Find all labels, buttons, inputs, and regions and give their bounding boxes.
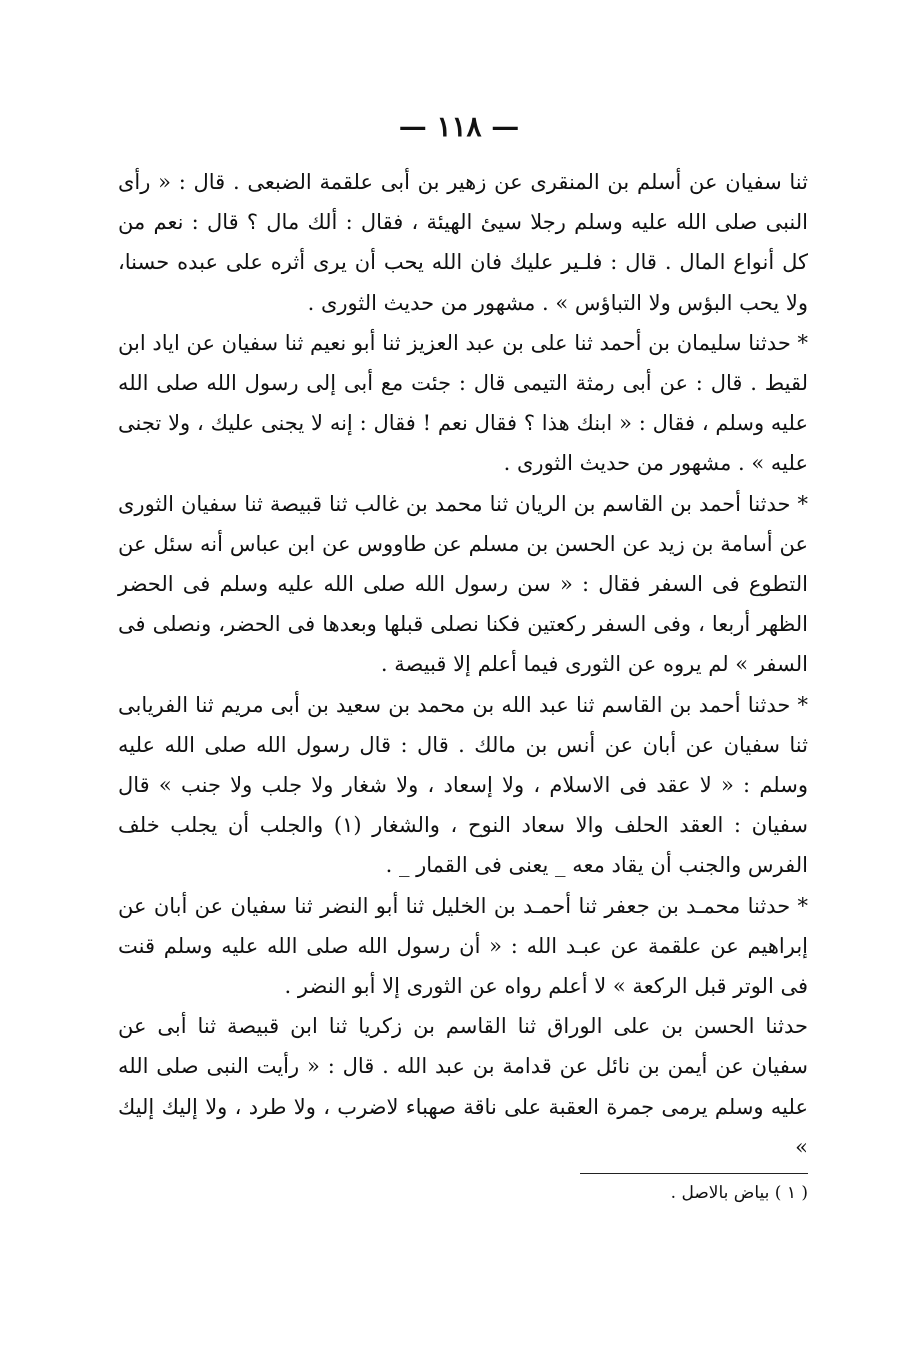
paragraph-4: * حدثنا أحمد بن القاسم ثنا عبد الله بن محمد بن سعيد بن أبى مريم ثنا الفريابى ثنا سفيان عن أبان عن أنس بن مالك . قال : قال رسول الله صلى الله عليه وسلم : « لا عقد فى الاسلام ، ولا إسعاد ، ولا شغار ولا جلب ولا جنب » قال سفيان : العقد الحلف والا سعاد النوح ، والشغار (١) والجلب أن يجلب خلف الفرس والجنب أن يقاد معه _ يعنى فى القمار _ . [118,692,808,878]
main-text [118,162,808,1167]
paragraph-2: * حدثنا سليمان بن أحمد ثنا على بن عبد العزيز ثنا أبو نعيم ثنا سفيان عن اياد ابن لقيط . قال : عن أبى رمثة التيمى قال : جئت مع أبى إلى رسول الله صلى الله عليه وسلم ، فقال : « ابنك هذا ؟ فقال نعم ! فقال : إنه لا يجنى عليك ، ولا تجنى عليه » . مشهور من حديث الثورى . [118,330,808,476]
paragraph-1: ثنا سفيان عن أسلم بن المنقرى عن زهير بن أبى علقمة الضبعى . قال : « رأى النبى صلى الله عليه وسلم رجلا سيئ الهيئة ، فقال : ألك مال ؟ قال : نعم من كل أنواع المال . قال : فلـير عليك فان الله يحب أن يرى أثره على عبده حسنا، ولا يحب البؤس ولا التباؤس » . مشهور من حديث الثورى . [118,170,808,315]
paragraph-5: * حدثنا محمـد بن جعفر ثنا أحمـد بن الخليل ثنا أبو النضر ثنا سفيان عن أبان عن إبراهيم عن علقمة عن عبـد الله : « أن رسول الله صلى الله عليه وسلم قنت فى الوتر قبل الركعة » لا أعلم رواه عن الثورى إلا أبو النضر . [118,893,808,999]
footnote: ( ١ ) بياض بالاصل . [670,1183,808,1203]
paragraph-6: حدثنا الحسن بن على الوراق ثنا القاسم بن زكريا ثنا ابن قبيصة ثنا أبى عن سفيان عن أيمن بن نائل عن قدامة بن عبد الله . قال : « رأيت النبى صلى الله عليه وسلم يرمى جمرة العقبة على ناقة صهباء لاضرب ، ولا طرد ، ولا إليك إليك » [118,1014,808,1159]
footnote-divider [580,1173,808,1174]
paragraph-3: * حدثنا أحمد بن القاسم بن الريان ثنا محمد بن غالب ثنا قبيصة ثنا سفيان الثورى عن أسامة بن زيد عن الحسن بن مسلم عن طاووس عن ابن عباس أنه سئل عن التطوع فى السفر فقال : « سن رسول الله صلى الله عليه وسلم فى الحضر الظهر أربعا ، وفى السفر ركعتين فكنا نصلى قبلها وبعدها فى الحضر، ونصلى فى السفر » لم يروه عن الثورى فيما أعلم إلا قبيصة . [118,491,808,677]
page-number: — ١١٨ — [398,110,520,143]
